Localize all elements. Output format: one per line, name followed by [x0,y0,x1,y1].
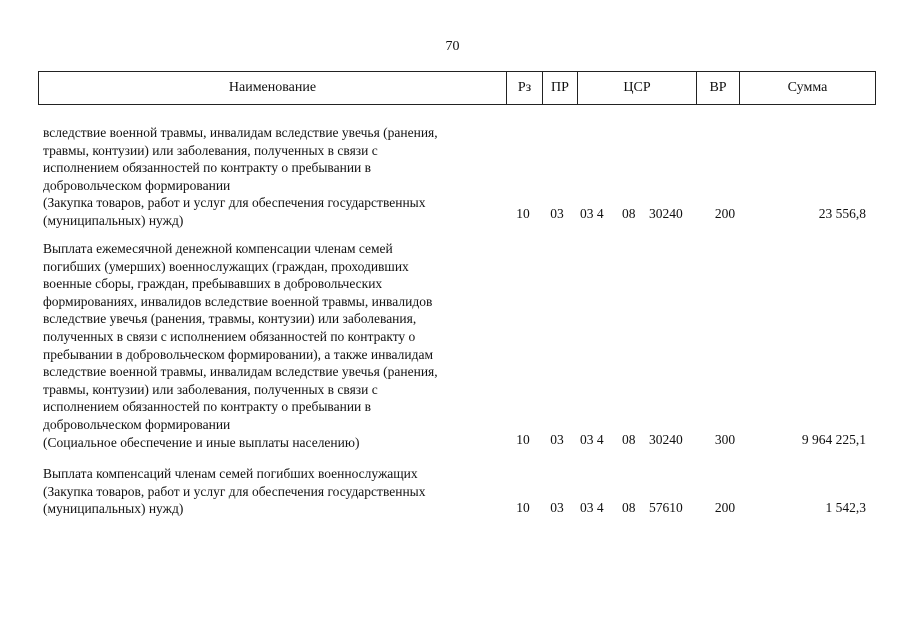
row-csr-subprogram: 08 [622,206,636,221]
row-rz: 10 [516,206,530,221]
row-vr: 200 [714,500,736,515]
row-name: Выплата компенсаций членам семей погибших военнослужащих (Закупка товаров, работ и услуг для обеспечения государственных (муниципальных) нужд) [43,466,426,517]
header-vr: ВР [696,72,739,104]
row-vr: 300 [714,432,736,447]
row-name: Выплата ежемесячной денежной компенсации членам семей погибших (умерших) военнослужащих (граждан, проходивших военные сборы, граждан, пребывавших в добровольческих формированиях, инвалидов вследствие военной травмы, инвалидов вследствие увечья (ранения, травмы, контузии) или заболевания, полученных в связи с исполнением обязанностей по контракту о пребывании в добровольческом формировании), а также инвалидам вследствие военной травмы, инвалидам вследствие увечья (ранения, травмы, контузии) или заболевания, полученных в связи с исполнением обязанностей по контракту о пребывании в добровольческом формировании (Социальное обеспечение и иные выплаты населению) [43,241,438,450]
row-rz: 10 [516,432,530,447]
page-number: 70 [445,39,460,54]
table-header [38,71,876,105]
row-csr-subprogram: 08 [622,432,636,447]
header-rz: Рз [506,72,542,104]
row-csr-direction: 30240 [649,206,683,221]
row-csr-subprogram: 08 [622,500,636,515]
header-pr: ПР [542,72,577,104]
row-sum: 9 964 225,1 [801,432,866,447]
row-name: вследствие военной травмы, инвалидам вследствие увечья (ранения, травмы, контузии) или заболевания, полученных в связи с исполнением обязанностей по контракту о пребывании в добровольческом формировании (Закупка товаров, работ и услуг для обеспечения государственных (муниципальных) нужд) [43,125,438,228]
row-pr: 03 [550,206,564,221]
row-vr: 200 [714,206,736,221]
row-sum: 1 542,3 [825,500,866,515]
row-sum: 23 556,8 [818,206,866,221]
row-csr-program: 03 4 [580,432,604,447]
row-csr-program: 03 4 [580,206,604,221]
row-csr-direction: 57610 [649,500,683,515]
header-name: Наименование [228,80,317,95]
row-rz: 10 [516,500,530,515]
row-csr-program: 03 4 [580,500,604,515]
row-pr: 03 [550,500,564,515]
row-pr: 03 [550,432,564,447]
header-csr: ЦСР [577,72,696,104]
row-csr-direction: 30240 [649,432,683,447]
header-sum: Сумма [739,72,875,104]
